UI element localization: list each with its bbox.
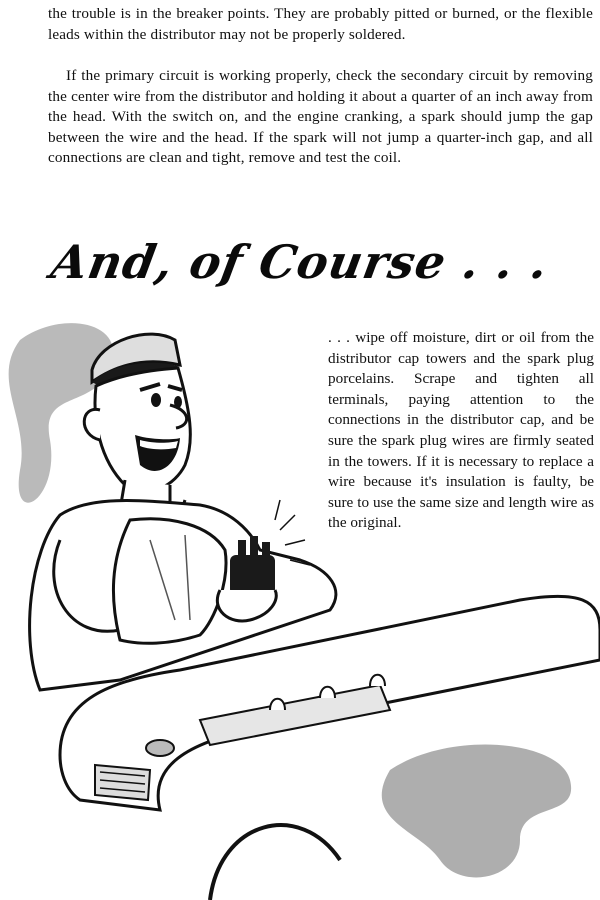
fender-grille (95, 765, 150, 800)
section-heading: And, of Course . . . (47, 235, 553, 289)
mechanic-eye (151, 393, 161, 407)
paragraph-secondary-circuit: If the primary circuit is working properly, check the secondary circuit by removing the center wire from the distributor and holding it about a quarter of an inch away from the head. With the switch on, and the engine cranking, a spark should jump the gap between the wire and the head. If the spark will not jump a quarter-inch gap, and all connections are clean and tight, remove and test the coil. (48, 67, 593, 166)
mechanic-ear (84, 409, 100, 440)
cleaning-rag (113, 519, 226, 644)
oil-cap (146, 740, 174, 756)
paragraph-breaker-points: the trouble is in the breaker points. They are probably pitted or burned, or the flexible leads within the distributor may not be properly soldered. (48, 5, 593, 43)
grey-swoosh-right (382, 745, 571, 878)
tire-arc (210, 825, 340, 900)
sidebar-paragraph: . . . wipe off moisture, dirt or oil from the distributor cap towers and the spark plug porcelains. Scrape and tighten all terminals, paying attention to the connections in the distributor cap, and be sure the spark plug wires are firmly seated in the towers. If it is necessary to replace a wire because it's insulation is faulty, be sure to use the same size and length wire as the original. (328, 329, 594, 532)
